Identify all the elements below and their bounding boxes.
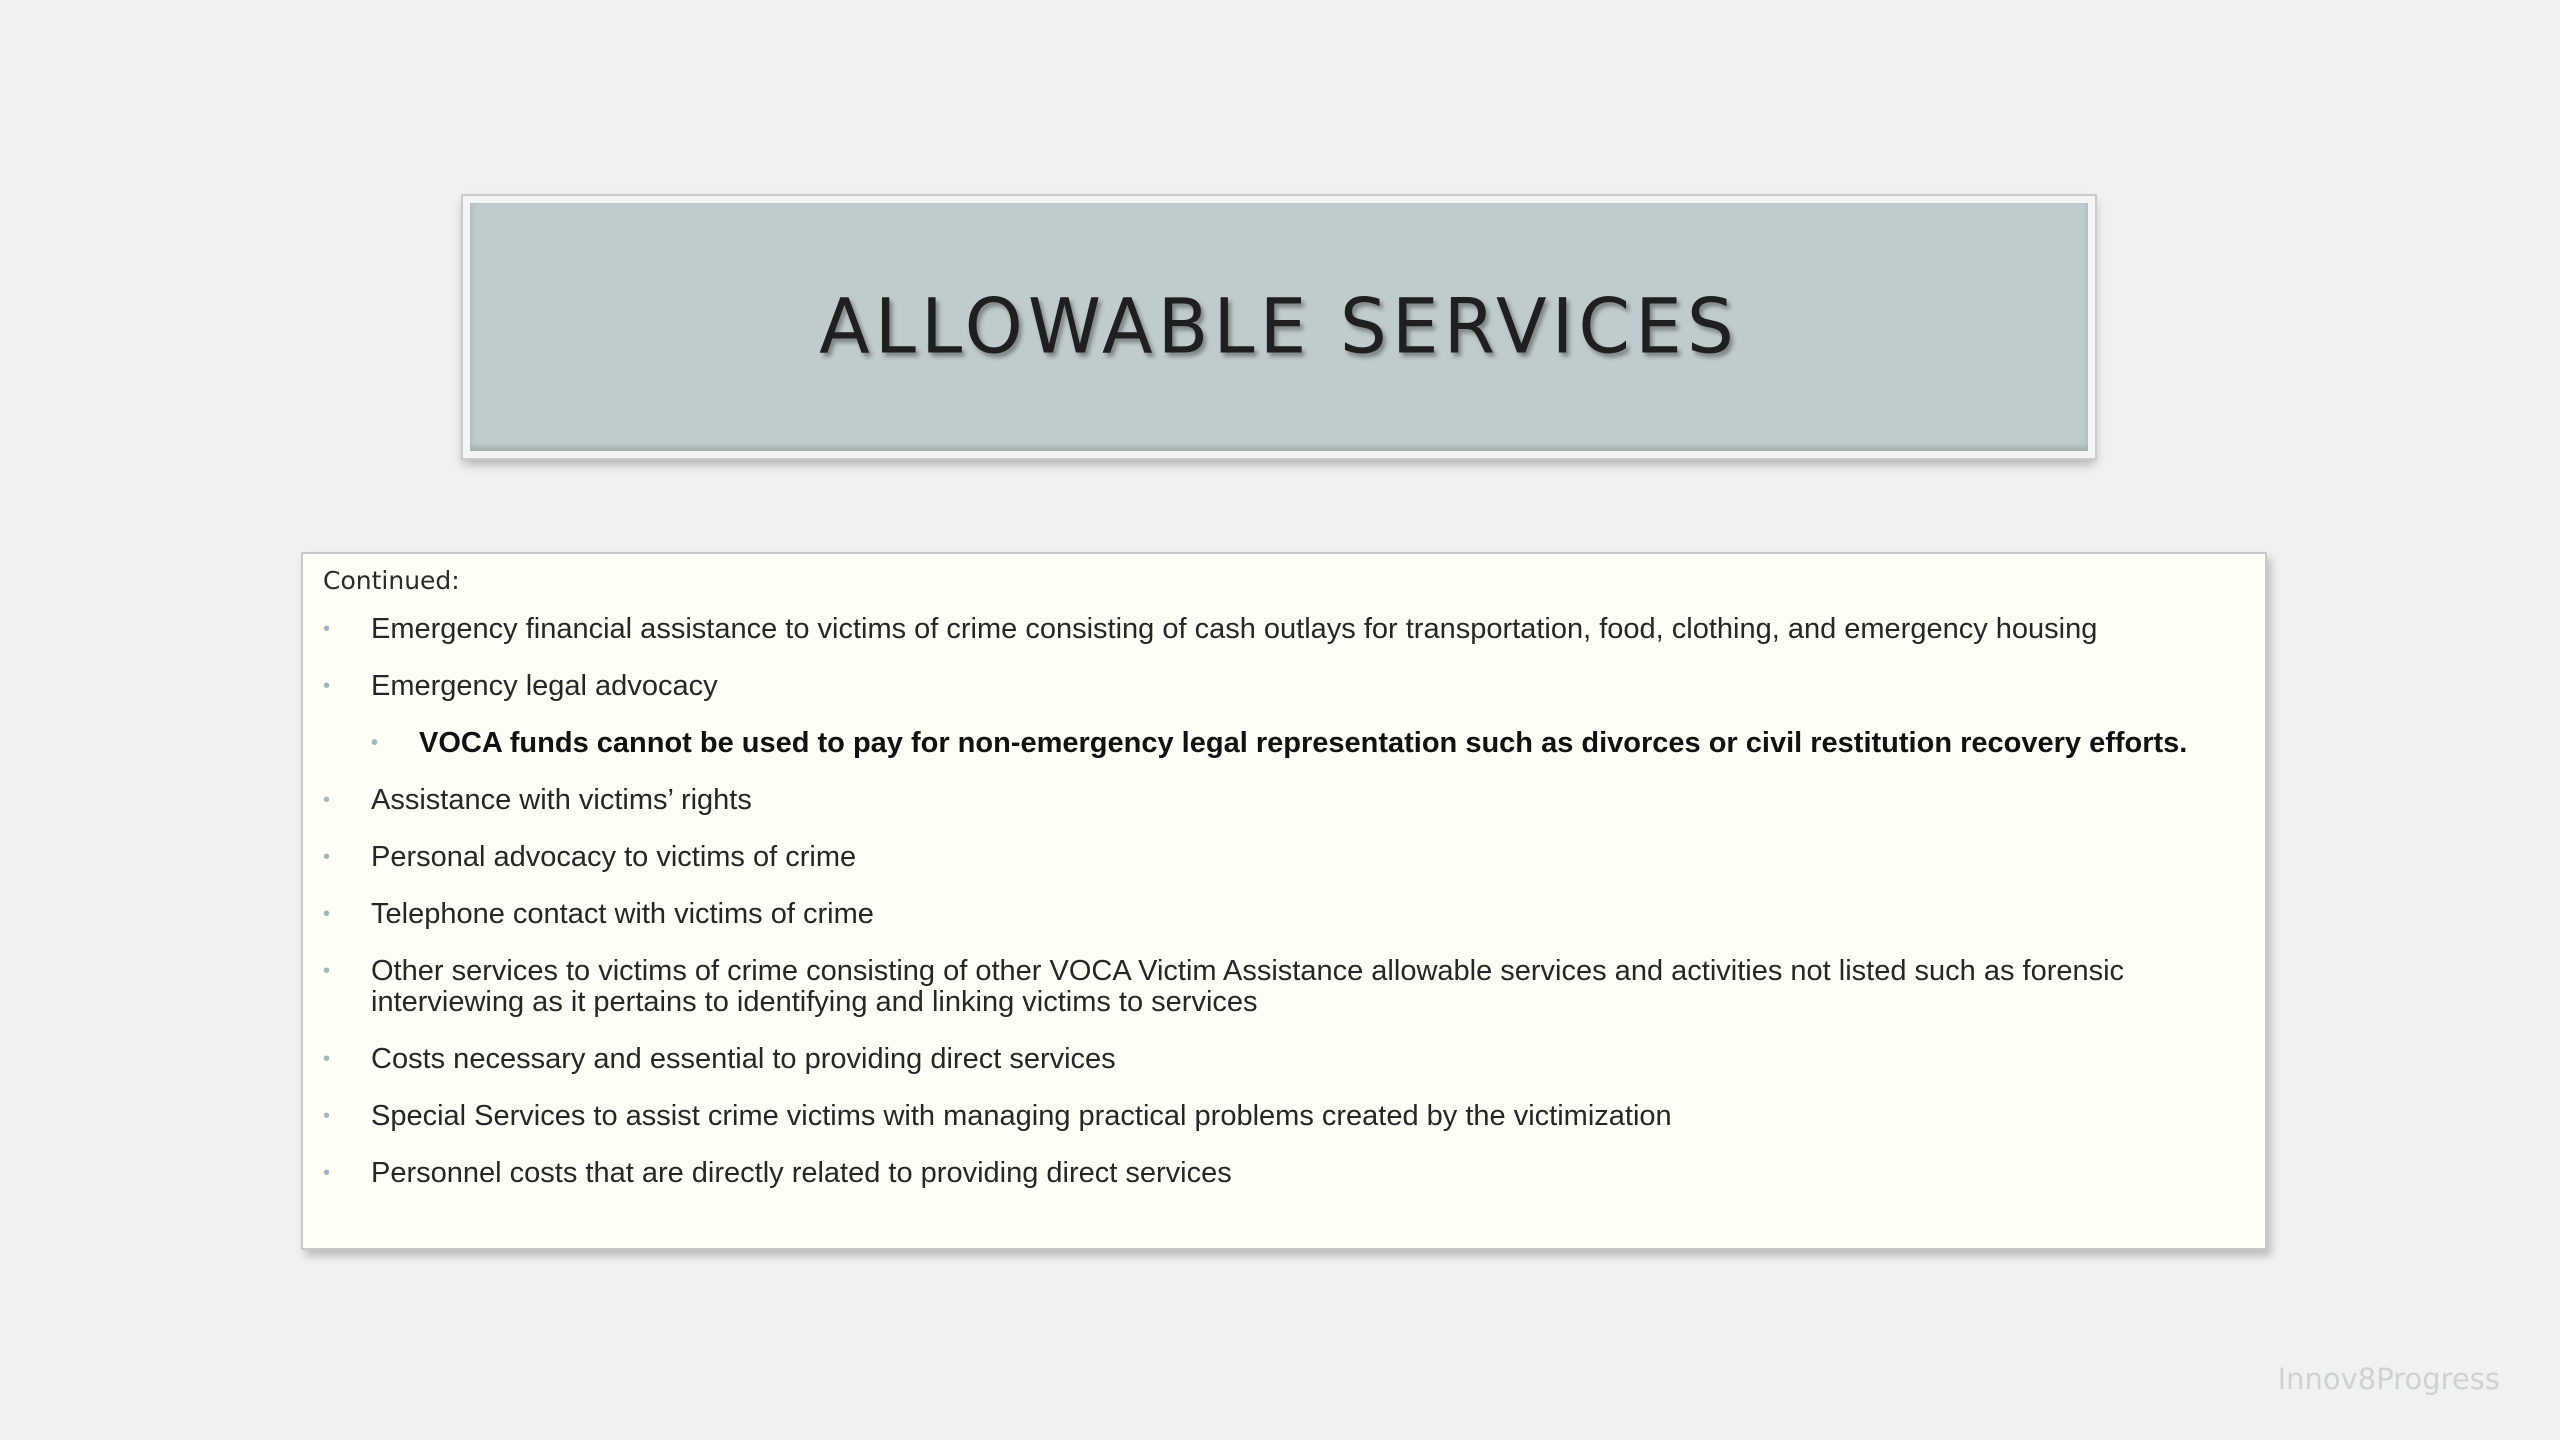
list-item bbox=[323, 1101, 2235, 1132]
slide-title: ALLOWABLE SERVICES bbox=[819, 283, 1739, 371]
list-item bbox=[323, 1158, 2235, 1189]
list-item bbox=[323, 956, 2235, 1018]
list-item bbox=[323, 1044, 2235, 1075]
bullet-icon: • bbox=[323, 789, 331, 811]
bullet-icon: • bbox=[323, 846, 331, 868]
list-item-text: Telephone contact with victims of crime bbox=[371, 898, 874, 930]
sub-list-item bbox=[323, 728, 2235, 759]
list-item bbox=[323, 614, 2235, 645]
list-item bbox=[323, 785, 2235, 816]
list-item-text: VOCA funds cannot be used to pay for non-emergency legal representation such as divorces or civil restitution recovery efforts. bbox=[419, 727, 2188, 759]
list-item-text: Emergency financial assistance to victims of crime consisting of cash outlays for transportation, food, clothing, and emergency housing bbox=[371, 613, 2098, 645]
list-item-text: Personal advocacy to victims of crime bbox=[371, 841, 857, 873]
list-item-text: Assistance with victims’ rights bbox=[371, 784, 752, 816]
bullet-icon: • bbox=[371, 732, 379, 754]
list-item-text: Other services to victims of crime consisting of other VOCA Victim Assistance allowable services and activities not listed such as forensic interviewing as it pertains to identifying and linking victims to services bbox=[371, 955, 2125, 1018]
list-item-text: Special Services to assist crime victims with managing practical problems created by the victimization bbox=[371, 1100, 1672, 1132]
list-item-text: Emergency legal advocacy bbox=[371, 670, 718, 702]
watermark-logo: Innov8Progress bbox=[2277, 1362, 2500, 1396]
title-banner bbox=[463, 196, 2095, 458]
list-item bbox=[323, 671, 2235, 702]
bullet-icon: • bbox=[323, 675, 331, 697]
list-item-text: Costs necessary and essential to providing direct services bbox=[371, 1043, 1116, 1075]
bullet-icon: • bbox=[323, 618, 331, 640]
list-item bbox=[323, 842, 2235, 873]
bullet-list bbox=[323, 614, 2235, 1189]
continued-label: Continued: bbox=[323, 566, 460, 595]
content-panel bbox=[301, 552, 2267, 1250]
bullet-icon: • bbox=[323, 1105, 331, 1127]
bullet-icon: • bbox=[323, 1162, 331, 1184]
bullet-icon: • bbox=[323, 1048, 331, 1070]
list-item bbox=[323, 899, 2235, 930]
bullet-icon: • bbox=[323, 960, 331, 982]
bullet-icon: • bbox=[323, 903, 331, 925]
list-item-text: Personnel costs that are directly related to providing direct services bbox=[371, 1157, 1232, 1189]
